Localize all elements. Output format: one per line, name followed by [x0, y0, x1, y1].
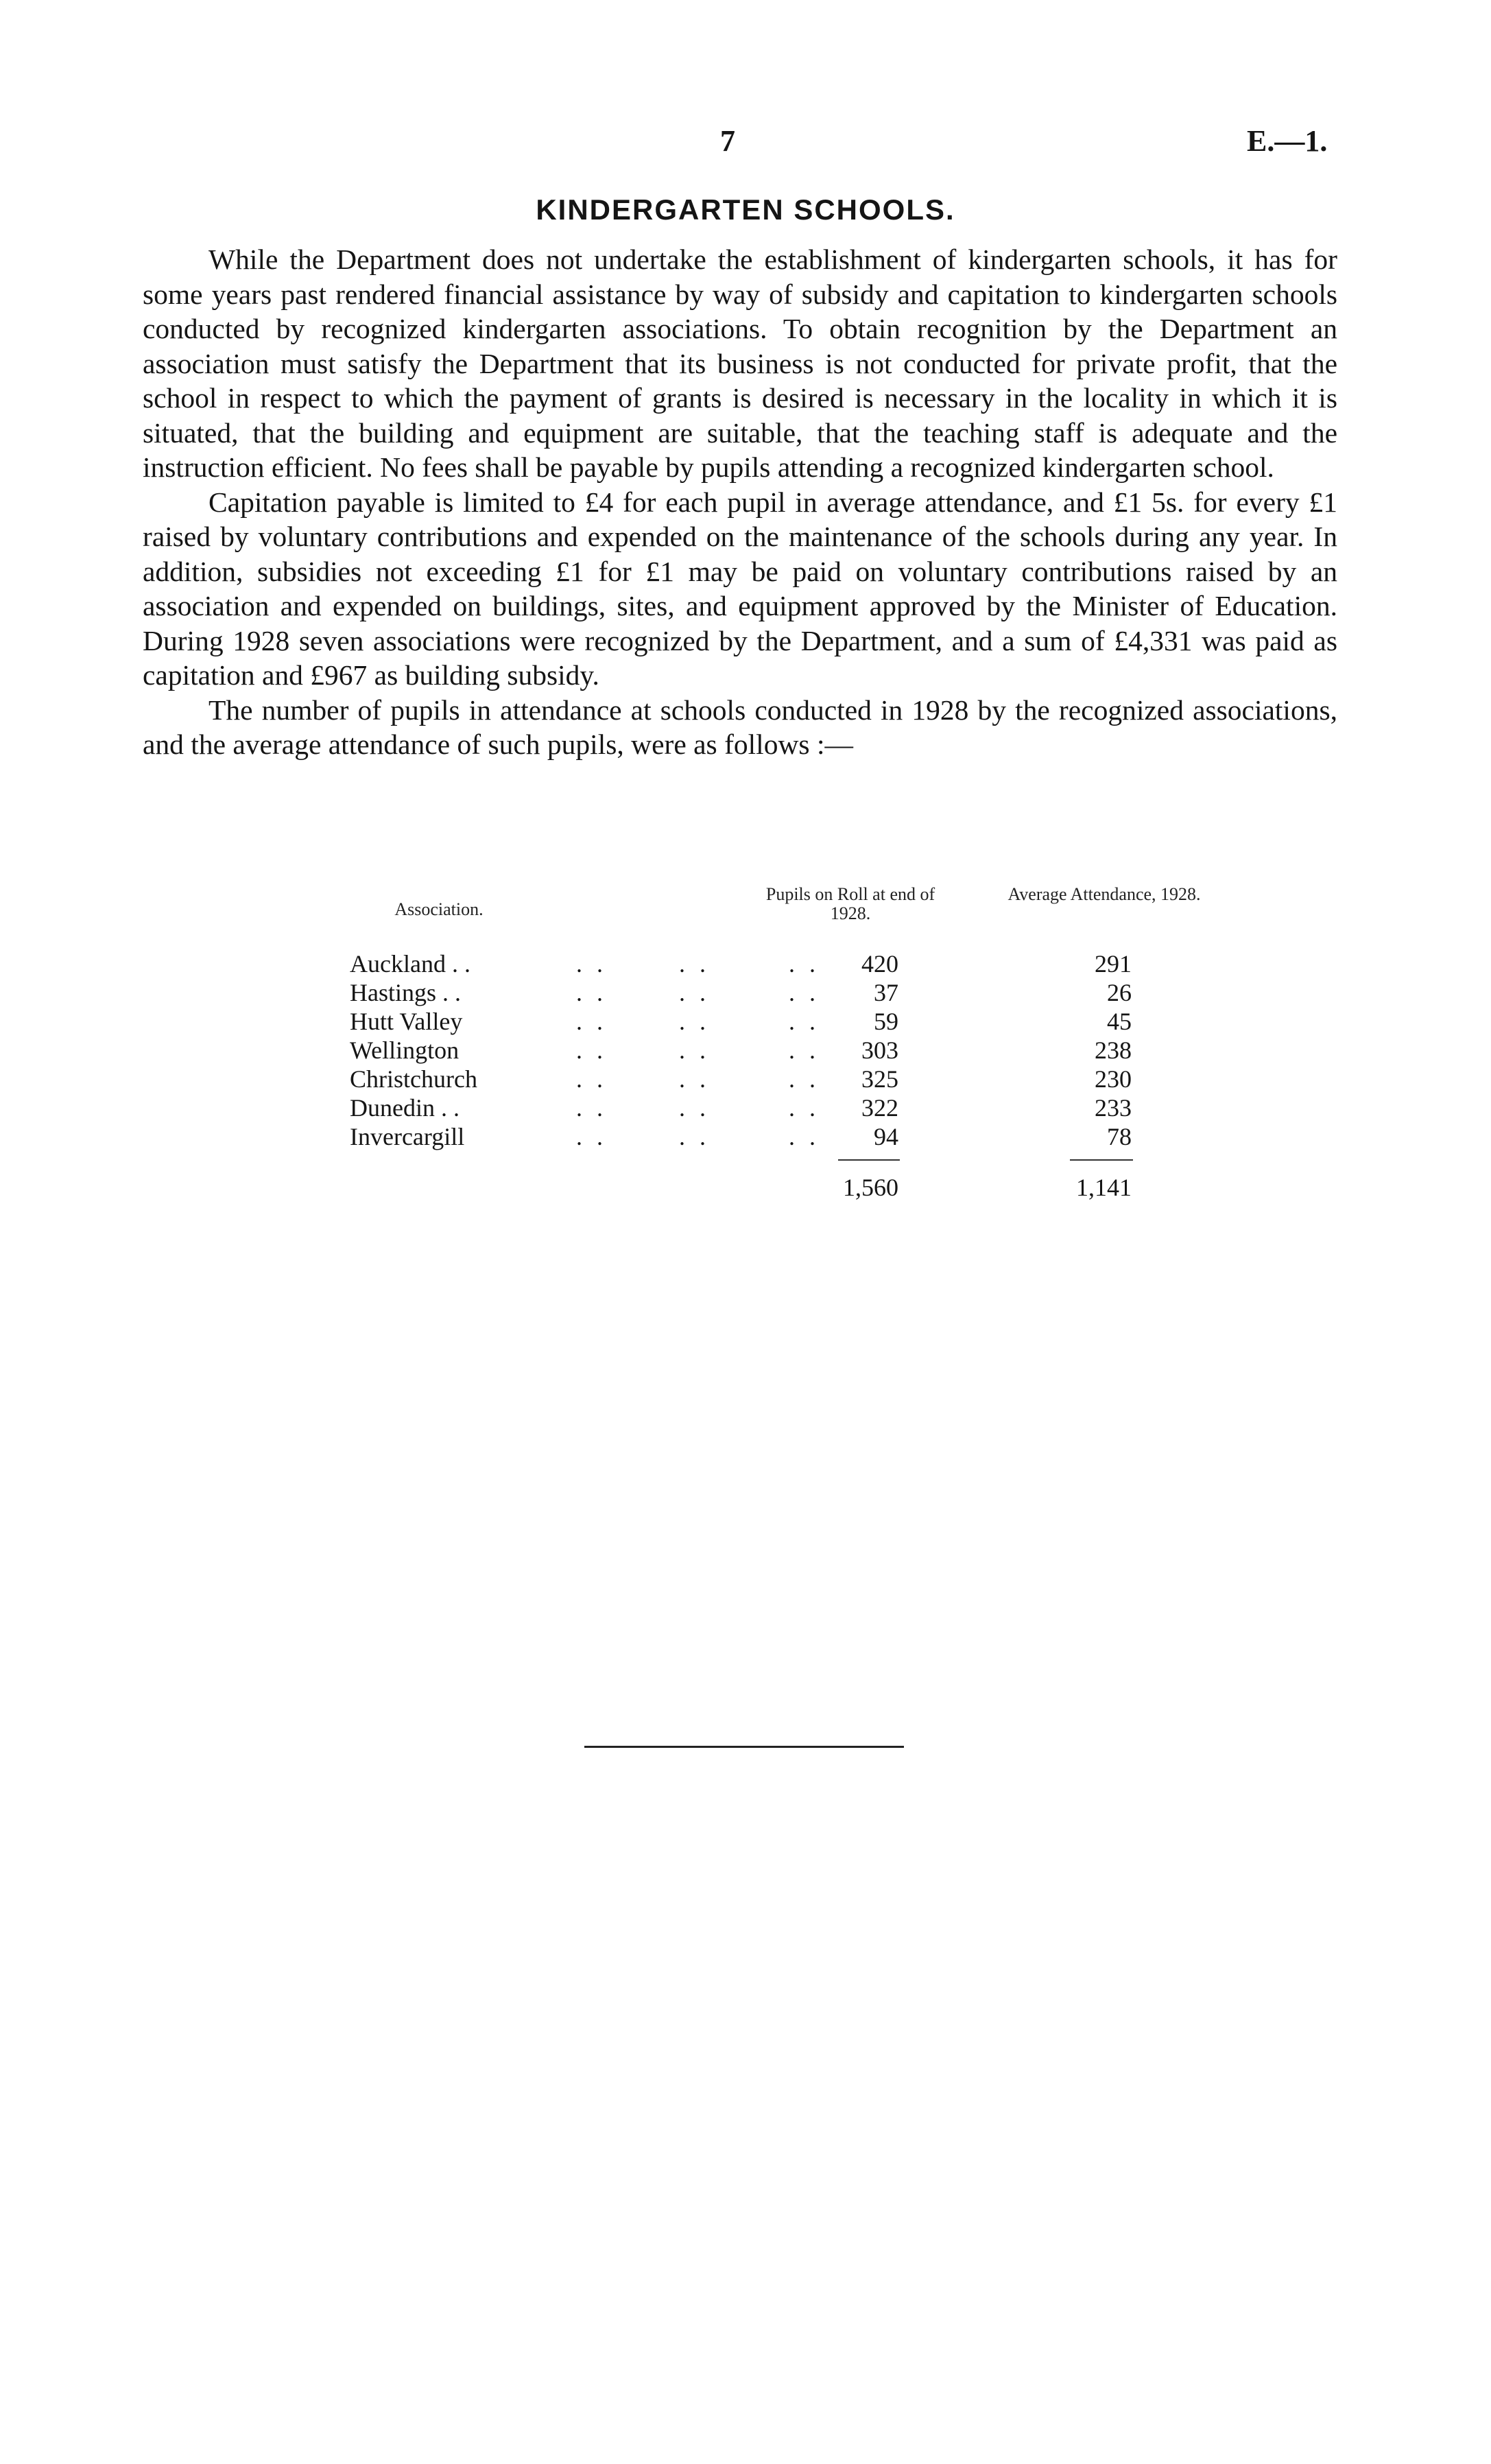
column-header-roll: Pupils on Roll at end of 1928.	[765, 884, 935, 923]
document-code: E.—1.	[1247, 124, 1328, 158]
table-row	[350, 949, 1241, 978]
attendance-value: 26	[1107, 979, 1132, 1006]
leader-dots: . .	[576, 1008, 607, 1035]
association-name: Christchurch	[350, 1065, 477, 1093]
total-attendance: 1,141	[1076, 1174, 1132, 1201]
column-header-attendance: Average Attendance, 1928.	[1007, 884, 1201, 904]
end-rule	[584, 1746, 904, 1748]
leader-dots: . .	[679, 950, 710, 978]
table-row	[350, 978, 1241, 1007]
total-rule-roll	[838, 1159, 900, 1161]
association-name: Hastings . .	[350, 979, 461, 1006]
attendance-value: 230	[1095, 1065, 1132, 1093]
roll-value: 303	[861, 1036, 898, 1064]
page-number: 7	[720, 124, 735, 158]
leader-dots: . .	[789, 979, 820, 1006]
leader-dots: . .	[789, 950, 820, 978]
leader-dots: . .	[679, 1008, 710, 1035]
leader-dots: . .	[789, 1036, 820, 1064]
leader-dots: . .	[679, 1036, 710, 1064]
roll-value: 322	[861, 1094, 898, 1122]
roll-value: 94	[874, 1123, 898, 1150]
roll-value: 59	[874, 1008, 898, 1035]
paragraph: While the Department does not undertake the establishment of kindergarten schools, it has for some years past rendered financial assistance by way of subsidy and capitation to kindergarten schools conducted by recognized kindergarten associations. To obtain recognition by the Department an association must satisfy the Department that its business is not conducted for private profit, that the school in respect to which the payment of grants is desired is necessary in the locality in which it is situated, that the building and equipment are suitable, that the teaching staff is adequate and the instruction efficient. No fees shall be payable by pupils attending a recognized kindergarten school.	[143, 244, 1337, 483]
attendance-value: 78	[1107, 1123, 1132, 1150]
attendance-value: 291	[1095, 950, 1132, 978]
attendance-value: 45	[1107, 1008, 1132, 1035]
paragraph: Capitation payable is limited to £4 for each pupil in average attendance, and £1 5s. for every £1 raised by voluntary contributions and expended on the maintenance of the schools during any year. In addition, subsidies not exceeding £1 for £1 may be paid on voluntary contributions raised by an association and expended on buildings, sites, and equipment approved by the Minister of Education. During 1928 seven associations were recognized by the Department, and a sum of £4,331 was paid as capitation and £967 as building subsidy.	[143, 486, 1337, 691]
association-name: Dunedin . .	[350, 1094, 460, 1122]
total-roll: 1,560	[843, 1174, 898, 1201]
total-rule-attendance	[1070, 1159, 1133, 1161]
leader-dots: . .	[576, 1123, 607, 1150]
association-name: Hutt Valley	[350, 1008, 463, 1035]
attendance-value: 233	[1095, 1094, 1132, 1122]
table-row	[350, 1065, 1241, 1093]
leader-dots: . .	[789, 1123, 820, 1150]
leader-dots: . .	[789, 1094, 820, 1122]
attendance-value: 238	[1095, 1036, 1132, 1064]
leader-dots: . .	[679, 1065, 710, 1093]
section-title: KINDERGARTEN SCHOOLS.	[536, 193, 955, 226]
table-row	[350, 1093, 1241, 1122]
leader-dots: . .	[576, 1065, 607, 1093]
body-text	[143, 242, 1337, 762]
table-row	[350, 1007, 1241, 1036]
table-row	[350, 1036, 1241, 1065]
roll-value: 420	[861, 950, 898, 978]
leader-dots: . .	[576, 1094, 607, 1122]
leader-dots: . .	[679, 979, 710, 1006]
leader-dots: . .	[576, 1036, 607, 1064]
leader-dots: . .	[576, 979, 607, 1006]
roll-value: 325	[861, 1065, 898, 1093]
association-name: Auckland . .	[350, 950, 470, 978]
leader-dots: . .	[789, 1065, 820, 1093]
association-name: Invercargill	[350, 1123, 465, 1150]
column-header-association: Association.	[394, 899, 484, 919]
leader-dots: . .	[789, 1008, 820, 1035]
leader-dots: . .	[679, 1094, 710, 1122]
leader-dots: . .	[576, 950, 607, 978]
association-name: Wellington	[350, 1036, 460, 1064]
leader-dots: . .	[679, 1123, 710, 1150]
roll-value: 37	[874, 979, 898, 1006]
paragraph: The number of pupils in attendance at schools conducted in 1928 by the recognized associations, and the average attendance of such pupils, were as follows :—	[143, 694, 1337, 760]
table-row	[350, 1122, 1241, 1151]
